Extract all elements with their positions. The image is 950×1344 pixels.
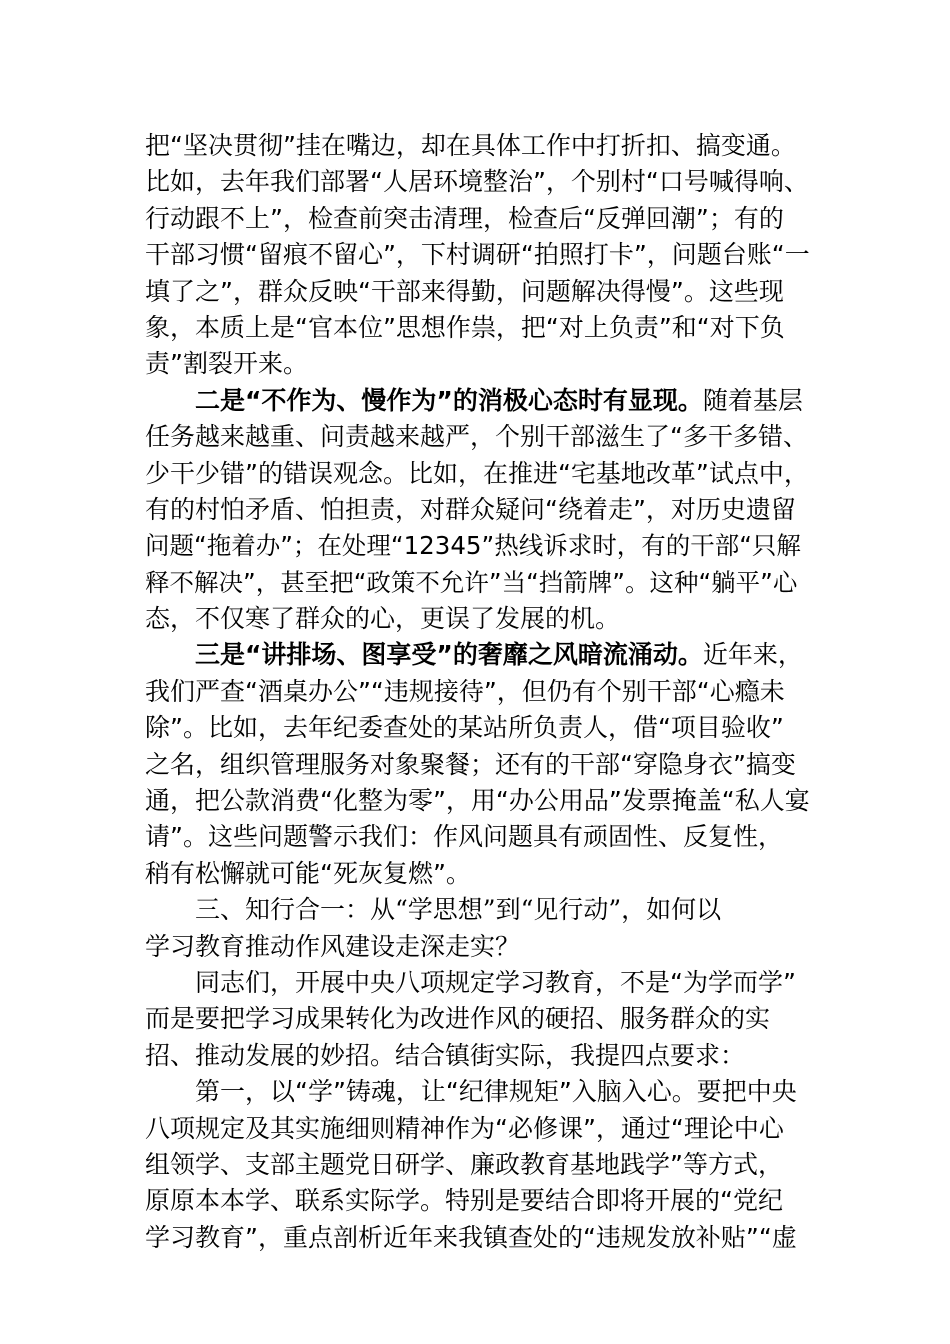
paragraph-line <box>145 747 810 783</box>
paragraph-line <box>145 601 810 637</box>
body-text: 问题“拖着办”；在处理“12345”热线诉求时，有的干部“只解 <box>145 531 801 561</box>
body-text: 把“坚决贯彻”挂在嘴边，却在具体工作中打折扣、搞变通。 <box>145 131 796 160</box>
paragraph-line <box>145 1183 810 1219</box>
paragraph-line <box>145 419 810 455</box>
body-text: 请”。这些问题警示我们：作风问题具有顽固性、反复性， <box>145 822 783 852</box>
section-heading-line <box>145 929 810 965</box>
paragraph-line <box>145 346 810 382</box>
paragraph-line <box>145 1074 810 1110</box>
body-text: 有的村怕矛盾、怕担责，对群众疑问“绕着走”，对历史遗留 <box>145 494 796 524</box>
paragraph-line <box>145 710 810 746</box>
body-text: 组领学、支部主题党日研学、廉政教育基地践学”等方式， <box>145 1149 783 1179</box>
paragraph-line <box>145 1220 810 1256</box>
body-text: 少干少错”的错误观念。比如，在推进“宅基地改革”试点中， <box>145 458 809 488</box>
body-text: 稍有松懈就可能“死灰复燃”。 <box>145 858 471 888</box>
body-text: 同志们，开展中央八项规定学习教育，不是“为学而学” <box>195 967 796 997</box>
body-text: 而是要把学习成果转化为改进作风的硬招、服务群众的实 <box>145 1004 771 1034</box>
body-text: 我们严查“酒桌办公”“违规接待”，但仍有个别干部“心瘾未 <box>145 676 785 706</box>
section-heading-line <box>145 892 810 928</box>
paragraph-line <box>145 856 810 892</box>
paragraph-line <box>145 965 810 1001</box>
body-text: 干部习惯“留痕不留心”，下村调研“拍照打卡”，问题台账“一 <box>145 240 810 270</box>
body-text: 三、知行合一：从“学思想”到“见行动”，如何以 <box>195 895 722 925</box>
paragraph-line <box>145 674 810 710</box>
paragraph-line <box>145 783 810 819</box>
bold-lead-text: 三是“讲排场、图享受”的奢靡之风暗流涌动。 <box>195 640 703 670</box>
body-text: 近年来， <box>702 640 803 670</box>
body-text: 填了之”，群众反映“干部来得勤，问题解决得慢”。这些现 <box>145 276 784 306</box>
body-text: 行动跟不上”，检查前突击清理，检查后“反弹回潮”；有的 <box>145 203 784 233</box>
paragraph-line <box>145 565 810 601</box>
body-text: 八项规定及其实施细则精神作为“必修课”，通过“理论中心 <box>145 1113 784 1143</box>
body-text: 象，本质上是“官本位”思想作祟，把“对上负责”和“对下负 <box>145 312 785 342</box>
paragraph-line <box>145 128 810 164</box>
paragraph-line <box>145 819 810 855</box>
paragraph-line <box>145 1111 810 1147</box>
body-text: 招、推动发展的妙招。结合镇街实际，我提四点要求： <box>145 1040 746 1070</box>
paragraph-line <box>145 164 810 200</box>
paragraph-line <box>145 1147 810 1183</box>
body-text: 态，不仅寒了群众的心，更误了发展的机。 <box>145 604 621 634</box>
body-text: 随着基层 <box>702 385 803 415</box>
paragraph-line <box>145 201 810 237</box>
paragraph-line <box>145 1001 810 1037</box>
paragraph-line <box>145 1038 810 1074</box>
paragraph-line <box>145 637 810 673</box>
body-text: 学习教育推动作风建设走深走实？ <box>145 931 521 961</box>
body-text: 通，把公款消费“化整为零”，用“办公用品”发票掩盖“私人宴 <box>145 786 810 816</box>
paragraph-line <box>145 310 810 346</box>
paragraph-line <box>145 237 810 273</box>
paragraph-line <box>145 528 810 564</box>
body-text: 除”。比如，去年纪委查处的某站所负责人，借“项目验收” <box>145 713 784 743</box>
bold-lead-text: 二是“不作为、慢作为”的消极心态时有显现。 <box>195 385 703 415</box>
body-text: 释不解决”，甚至把“政策不允许”当“挡箭牌”。这种“躺平”心 <box>145 567 798 597</box>
paragraph-line <box>145 456 810 492</box>
body-text: 第一，以“学”铸魂，让“纪律规矩”入脑入心。要把中央 <box>195 1077 797 1107</box>
paragraph-line <box>145 274 810 310</box>
paragraph-line <box>145 383 810 419</box>
document-body <box>145 128 810 1256</box>
body-text: 责”割裂开来。 <box>145 349 308 379</box>
body-text: 任务越来越重、问责越来越严，个别干部滋生了“多干多错、 <box>145 422 808 452</box>
body-text: 之名，组织管理服务对象聚餐；还有的干部“穿隐身衣”搞变 <box>145 749 796 779</box>
body-text: 原原本本学、联系实际学。特别是要结合即将开展的“党纪 <box>145 1186 783 1216</box>
paragraph-line <box>145 492 810 528</box>
body-text: 比如，去年我们部署“人居环境整治”，个别村“口号喊得响、 <box>145 167 809 197</box>
body-text: 学习教育”，重点剖析近年来我镇查处的“违规发放补贴”“虚 <box>145 1222 797 1252</box>
